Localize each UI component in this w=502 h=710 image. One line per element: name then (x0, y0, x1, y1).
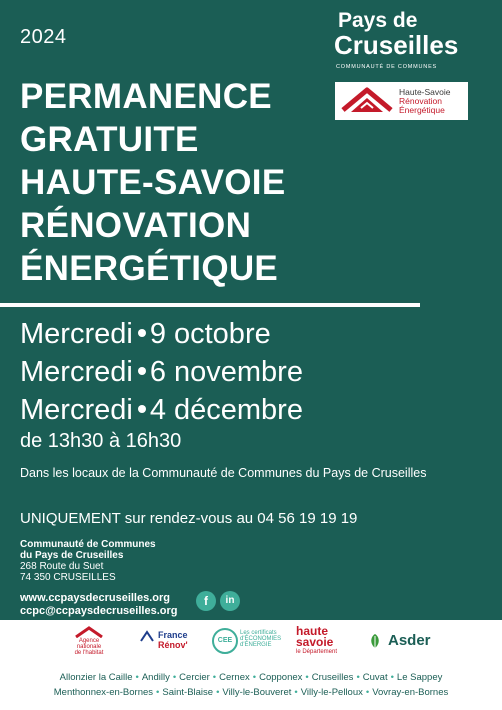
france-renov-line: Rénov' (158, 640, 188, 650)
date-value: 9 octobre (149, 318, 271, 350)
commune-name: Menthonnex-en-Bornes (53, 687, 154, 698)
address-name: Communauté de Communes (20, 539, 156, 550)
linkedin-icon[interactable]: in (220, 591, 240, 611)
house-roof-icon (339, 86, 395, 116)
commune-name: Vovray-en-Bornes (372, 687, 449, 698)
hsre-line3: Énergétique (399, 105, 445, 115)
title-line: HAUTE-SAVOIE (20, 163, 286, 202)
commune-name: Allonzier la Caille (59, 672, 133, 683)
brand-subtitle: COMMUNAUTÉ DE COMMUNES (336, 64, 438, 70)
separator-dot: • (294, 687, 298, 698)
address-name: du Pays de Cruseilles (20, 550, 124, 561)
website-link[interactable]: www.ccpaysdecruseilles.org (20, 592, 170, 604)
separator-dot: • (390, 672, 394, 683)
haute-savoie-text (296, 626, 352, 648)
commune-name: Le Sappey (396, 672, 443, 683)
address-block (20, 539, 156, 583)
pays-de-cruseilles-logo (334, 10, 484, 70)
divider (0, 303, 420, 307)
date-day: Mercredi (20, 394, 133, 426)
dates-list (20, 315, 303, 429)
commune-name: Andilly (141, 672, 170, 683)
date-item (20, 315, 303, 353)
separator-dot: • (305, 672, 309, 683)
anah-line: de l'habitat (74, 650, 104, 656)
separator-dot: • (356, 672, 360, 683)
cee-badge-icon: CEE (212, 628, 238, 654)
title-line: GRATUITE (20, 120, 199, 159)
commune-name: Cruseilles (311, 672, 354, 683)
address-street: 268 Route du Suet (20, 561, 104, 572)
hsre-line1: Haute-Savoie (399, 87, 451, 97)
communes-row (0, 685, 502, 700)
date-value: 6 novembre (149, 356, 303, 388)
hsre-text (399, 88, 451, 115)
commune-name: Copponex (259, 672, 303, 683)
partner-logos (0, 620, 502, 666)
anah-house-icon (74, 626, 104, 638)
cee-line: d'ÉNERGIE (240, 642, 272, 648)
commune-name: Villy-le-Bouveret (222, 687, 292, 698)
address-city: 74 350 CRUSEILLES (20, 572, 116, 583)
facebook-icon[interactable]: f (196, 591, 216, 611)
haute-savoie-departement-logo (296, 626, 352, 660)
asder-text: Asder (388, 632, 431, 649)
separator-dot: • (135, 672, 139, 683)
france-renov-roof-icon (140, 630, 154, 642)
separator-dot: • (252, 672, 257, 683)
email-link[interactable]: ccpc@ccpaysdecruseilles.org (20, 605, 178, 617)
bullet-icon (138, 329, 146, 337)
commune-name: Saint-Blaise (162, 687, 214, 698)
place: Dans les locaux de la Communauté de Communes du Pays de Cruseilles (20, 466, 427, 480)
commune-name: Cuvat (362, 672, 388, 683)
title-line: ÉNERGÉTIQUE (20, 249, 279, 288)
appointment-info: UNIQUEMENT sur rendez-vous au 04 56 19 19 19 (20, 510, 358, 527)
bullet-icon (138, 405, 146, 413)
commune-name: Cercier (179, 672, 210, 683)
separator-dot: • (365, 687, 370, 698)
date-item (20, 353, 303, 391)
communes-list (0, 670, 502, 700)
date-day: Mercredi (20, 318, 133, 350)
main-title (20, 75, 285, 290)
brand-line1: Pays de (338, 9, 418, 32)
france-renov-logo (140, 626, 200, 660)
haute-savoie-line: haute (296, 624, 329, 638)
haute-savoie-dept-label: le Département (296, 649, 338, 655)
year: 2024 (20, 26, 67, 48)
cee-line: d'ÉCONOMIES (240, 636, 282, 642)
communes-row (0, 670, 502, 685)
cee-line: Les certificats (240, 630, 277, 636)
date-day: Mercredi (20, 356, 133, 388)
commune-name: Cernex (219, 672, 250, 683)
haute-savoie-line: savoie (296, 635, 334, 649)
anah-logo (66, 626, 126, 660)
title-line: RÉNOVATION (20, 206, 252, 245)
cee-text (240, 630, 281, 648)
hours: de 13h30 à 16h30 (20, 430, 182, 452)
haute-savoie-renovation-logo (335, 82, 468, 120)
contact-block (20, 592, 177, 618)
separator-dot: • (172, 672, 177, 683)
commune-name: Villy-le-Pelloux (300, 687, 363, 698)
france-renov-line: France (158, 630, 188, 640)
asder-leaf-icon (366, 632, 384, 650)
separator-dot: • (216, 687, 220, 698)
anah-line: nationale (76, 644, 102, 650)
bullet-icon (138, 367, 146, 375)
date-value: 4 décembre (149, 394, 303, 426)
date-item (20, 391, 303, 429)
brand-line2: Cruseilles (334, 30, 459, 60)
france-renov-text (158, 630, 188, 650)
asder-logo (366, 626, 446, 660)
hsre-line2: Rénovation (399, 96, 443, 106)
title-line: PERMANENCE (20, 77, 272, 116)
cee-logo (212, 626, 284, 660)
anah-text (66, 638, 112, 656)
separator-dot: • (212, 672, 217, 683)
anah-line: Agence (78, 638, 100, 644)
separator-dot: • (156, 687, 160, 698)
